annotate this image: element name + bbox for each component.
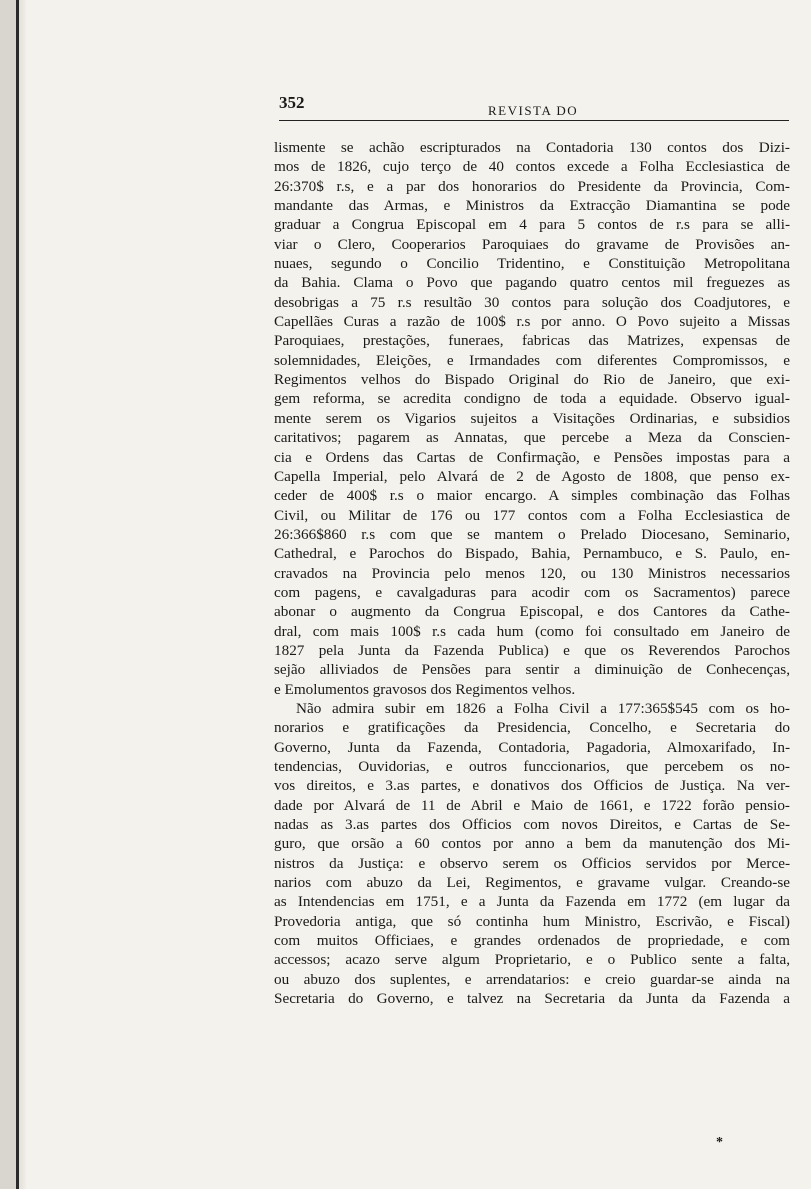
text-line: gem reforma, se acredita condigno de toda a equidade. Observo igual- — [274, 390, 790, 408]
text-line: Governo, Junta da Fazenda, Contadoria, Pagadoria, Almoxarifado, In- — [274, 738, 790, 756]
text-line: lismente se achão escripturados na Contadoria 130 contos dos Dizi- — [274, 139, 790, 156]
text-line: da Bahia. Clama o Povo que pagando quatro centos mil freguezes as — [274, 274, 790, 292]
header-rule — [279, 120, 789, 121]
text-line: sejão alliviados de Pensões para sentir a diminuição de Conhecenças, — [274, 661, 790, 679]
text-line: dral, com mais 100$ r.s cada hum (como foi consultado em Janeiro de — [274, 622, 790, 640]
text-line: tendencias, Ouvidorias, e outros funccionarios, que percebem os no- — [274, 758, 790, 775]
text-line: cia e Ordens das Cartas de Confirmação, e Pensões impostas para a — [274, 448, 790, 466]
page-binding-edge — [0, 0, 26, 1189]
text-line: viar o Clero, Cooperarios Paroquiaes do gravame de Provisões an- — [274, 235, 790, 253]
text-line: guro, que orsão a 60 contos por anno a bem da manutenção dos Mi- — [274, 835, 790, 853]
text-line: Civil, ou Militar de 176 ou 177 contos com a Folha Ecclesiastica de — [274, 506, 790, 524]
text-line: Capellães Curas a razão de 100$ r.s por anno. O Povo sujeito a Missas — [274, 313, 790, 331]
text-line: com pagens, e cavalgaduras para acodir com os Sacramentos) parece — [274, 583, 790, 601]
text-line: ceder de 400$ r.s o maior encargo. A simples combinação das Folhas — [274, 487, 790, 505]
text-line: Paroquiaes, prestações, funeraes, fabricas das Matrizes, expensas de — [274, 332, 790, 350]
page-number: 352 — [279, 93, 305, 112]
text-line: desobrigas a 75 r.s resultão 30 contos para solução dos Coadjutores, e — [274, 293, 790, 311]
text-line: abonar o augmento da Congrua Episcopal, e dos Cantores da Cathe- — [274, 603, 790, 621]
text-line: nadas as 3.as partes dos Officios com novos Direitos, e Cartas de Se- — [274, 816, 790, 834]
text-line: com muitos Officiaes, e grandes ordenados de propriedade, e com — [274, 932, 790, 950]
text-line: nistros da Justiça: e observo serem os Officios servidos por Merce- — [274, 854, 790, 872]
text-line: 26:366$860 r.s com que se mantem o Prelado Diocesano, Seminario, — [274, 525, 790, 543]
text-line: Regimentos velhos do Bispado Original do Rio de Janeiro, que exi- — [274, 371, 790, 389]
text-line: mente serem os Vigarios sujeitos a Visitações Ordinarias, e subsidios — [274, 409, 790, 427]
text-line: cravados na Provincia pelo menos 120, ou 130 Ministros necessarios — [274, 564, 790, 582]
text-line: Cathedral, e Parochos do Bispado, Bahia, Pernambuco, e S. Paulo, en- — [274, 545, 790, 563]
catchword-mark: * — [716, 1135, 723, 1150]
text-line: as Intendencias em 1751, e a Junta da Fazenda em 1772 (em lugar da — [274, 893, 790, 911]
text-line: norarios e gratificações da Presidencia, Concelho, e Secretaria do — [274, 719, 790, 737]
text-line: solemnidades, Eleições, e Irmandades com diferentes Compromissos, e — [274, 351, 790, 369]
text-line: ou abuzo dos suplentes, e arrendatarios: e creio guardar-se ainda na — [274, 970, 790, 988]
text-line: e Emolumentos gravosos dos Regimentos velhos. — [274, 680, 576, 698]
text-line: mandante das Armas, e Ministros da Extracção Diamantina se pode — [274, 197, 790, 215]
text-line: graduar a Congrua Episcopal em 4 para 5 contos de r.s para se alli- — [274, 216, 790, 234]
text-line: 26:370$ r.s, e a par dos honorarios do Presidente da Provincia, Com- — [274, 177, 790, 195]
text-line: Secretaria do Governo, e talvez na Secretaria da Junta da Fazenda a — [274, 990, 790, 1008]
text-line: Provedoria antiga, que só continha hum Ministro, Escrivão, e Fiscal) — [274, 912, 790, 930]
text-line: caritativos; pagarem as Annatas, que percebe a Meza da Conscien- — [274, 429, 790, 447]
text-line: Não admira subir em 1826 a Folha Civil a 177:365$545 com os ho- — [296, 699, 790, 717]
body-text — [274, 138, 790, 1008]
text-line: mos de 1826, cujo terço de 40 contos excede a Folha Ecclesiastica de — [274, 158, 790, 176]
text-line: nuaes, segundo o Concilio Tridentino, e Constituição Metropolitana — [274, 255, 790, 273]
text-line: accessos; acazo serve algum Proprietario, e o Publico sente a falta, — [274, 951, 790, 969]
text-line: vos direitos, e 3.as partes, e donativos dos Officios de Justiça. Na ver- — [274, 777, 790, 795]
text-line: dade por Alvará de 11 de Abril e Maio de 1661, e 1722 forão pensio- — [274, 796, 790, 814]
text-line: Capella Imperial, pelo Alvará de 2 de Agosto de 1808, que penso ex- — [274, 467, 790, 485]
running-head: REVISTA DO — [488, 103, 579, 118]
text-line: narios com abuzo da Lei, Regimentos, e gravame vulgar. Creando-se — [274, 874, 790, 892]
text-line: 1827 pela Junta da Fazenda Publica) e que os Reverendos Parochos — [274, 641, 790, 659]
